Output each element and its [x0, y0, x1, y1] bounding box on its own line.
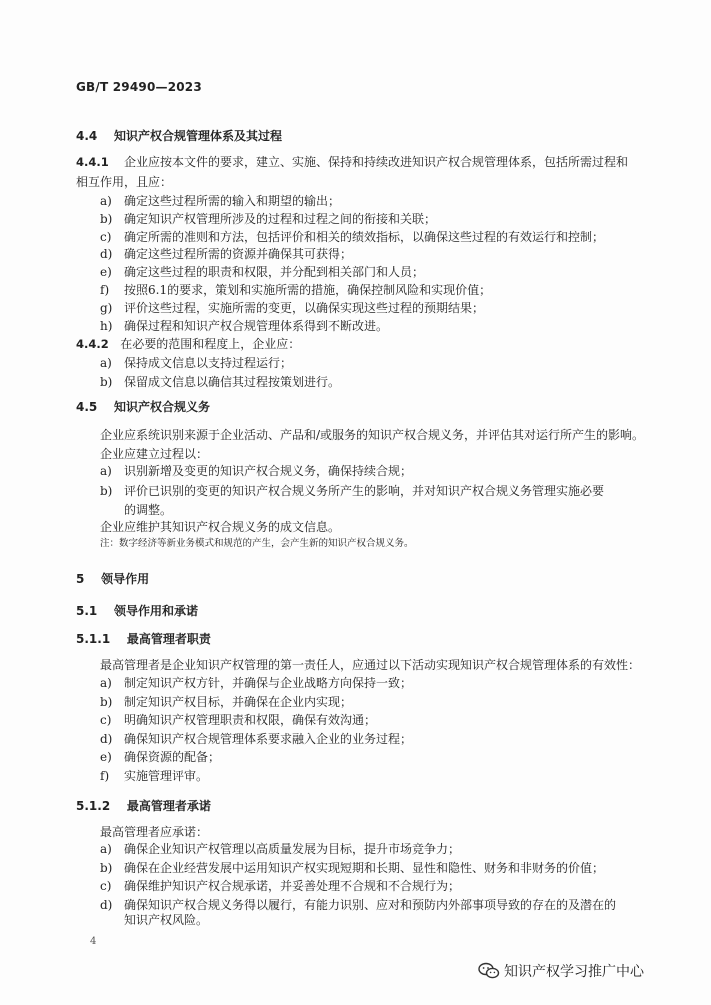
clause-number: 4.4.1 — [76, 155, 109, 169]
list-item-label: a) — [100, 676, 112, 690]
watermark-text: 知识产权学习推广中心 — [504, 964, 644, 980]
list-item-text: 确保知识产权合规管理体系要求融入企业的业务过程； — [124, 731, 413, 746]
paragraph: 最高管理者应承诺： — [100, 825, 209, 839]
section-title: 领导作用和承诺 — [113, 604, 198, 618]
list-item-label: e) — [100, 750, 112, 764]
list-item — [100, 229, 604, 245]
list-item-text: 确定知识产权管理所涉及的过程和过程之间的衔接和关联； — [124, 211, 437, 226]
list-item-label: f) — [100, 768, 110, 783]
section-4-4-heading — [76, 128, 282, 144]
list-item — [100, 246, 352, 262]
list-item-text: 确保资源的配备； — [124, 750, 221, 764]
note: 注：数字经济等新业务模式和规范的产生，会产生新的知识产权合规义务。 — [100, 538, 414, 549]
list-item — [100, 282, 491, 298]
paragraph: 最高管理者是企业知识产权管理的第一责任人，应通过以下活动实现知识产权合规管理体系的有效性： — [100, 658, 641, 672]
list-item — [100, 463, 412, 479]
list-item-label: a) — [100, 842, 112, 856]
section-number: 4.5 — [76, 400, 98, 414]
page-number: 4 — [90, 936, 97, 947]
section-title: 最高管理者承诺 — [126, 799, 211, 813]
clause-text: 企业应按本文件的要求，建立、实施、保持和持续改进知识产权合规管理体系，包括所需过程和 — [124, 155, 629, 169]
list-item-label: d) — [100, 247, 113, 262]
list-item-text: 制定知识产权方针，并确保与企业战略方向保持一致； — [124, 676, 413, 690]
section-title: 最高管理者职责 — [126, 632, 211, 646]
watermark — [478, 956, 703, 986]
list-item — [100, 264, 424, 280]
list-item — [100, 841, 460, 857]
list-item-label: b) — [100, 374, 113, 389]
list-item — [100, 318, 388, 334]
list-item — [100, 193, 340, 209]
list-item-label: g) — [100, 300, 113, 315]
wechat-icon — [478, 962, 500, 980]
section-number: 5.1.1 — [76, 632, 111, 646]
list-item-text: 实施管理评审。 — [124, 768, 209, 783]
list-item-text: 确定这些过程所需的输入和期望的输出； — [124, 194, 341, 208]
list-item-label: a) — [100, 356, 112, 370]
list-item-label: a) — [100, 464, 112, 478]
list-item — [100, 749, 220, 765]
list-item-text: 评价已识别的变更的知识产权合规义务所产生的影响，并对知识产权合规义务管理实施必要 — [124, 484, 605, 498]
paragraph: 企业应维护其知识产权合规义务的成文信息。 — [100, 520, 341, 534]
list-item-label: d) — [100, 897, 113, 912]
list-item-text: 明确知识产权管理职责和权限，确保有效沟通； — [124, 713, 377, 727]
list-item-text: 评价这些过程，实施所需的变更，以确保实现这些过程的预期结果； — [124, 300, 485, 315]
list-item-label: c) — [100, 713, 112, 727]
list-item-text: 确保维护知识产权合规承诺，并妥善处理不合规和不合规行为； — [124, 879, 461, 893]
list-item — [100, 694, 352, 710]
list-item-text: 确保在企业经营发展中运用知识产权实现短期和长期、显性和隐性、财务和非财务的价值； — [124, 860, 605, 875]
list-item — [100, 211, 436, 227]
list-item-text: 按照6.1的要求，策划和实施所需的措施，确保控制风险和实现价值； — [124, 283, 492, 297]
section-number: 5.1 — [76, 604, 98, 618]
list-item-text: 保持成文信息以支持过程运行； — [124, 356, 293, 370]
section-number: 5.1.2 — [76, 799, 111, 813]
standard-number: GB/T 29490—2023 — [76, 80, 202, 94]
paragraph: 企业应系统识别来源于企业活动、产品和/或服务的知识产权合规义务，并评估其对运行所产生的影响。 — [100, 428, 645, 442]
list-item-text: 保留成文信息以确信其过程按策划进行。 — [124, 374, 341, 389]
list-item — [100, 712, 376, 728]
list-item-label: e) — [100, 265, 112, 280]
list-item — [100, 675, 412, 691]
list-item-label: c) — [100, 879, 112, 893]
section-5-1-heading — [76, 603, 198, 619]
list-item — [100, 860, 604, 876]
section-title: 知识产权合规管理体系及其过程 — [113, 129, 282, 143]
list-item — [100, 300, 484, 316]
section-title: 知识产权合规义务 — [113, 400, 210, 414]
list-item — [100, 897, 616, 913]
list-item-label: a) — [100, 194, 112, 208]
clause-number: 4.4.2 — [76, 337, 109, 351]
list-item-label: b) — [100, 211, 113, 226]
list-item-label: f) — [100, 283, 110, 297]
list-item — [100, 374, 340, 390]
list-item-label: c) — [100, 229, 112, 244]
list-item-text: 制定知识产权目标，并确保在企业内实现； — [124, 694, 353, 709]
list-item — [100, 878, 460, 894]
list-item-label: b) — [100, 860, 113, 875]
section-title: 领导作用 — [101, 572, 150, 586]
list-item-label: d) — [100, 731, 113, 746]
clause-text: 在必要的范围和程度上，企业应： — [120, 337, 301, 351]
section-number: 4.4 — [76, 129, 98, 143]
section-5-heading — [76, 571, 149, 587]
list-item — [100, 731, 412, 747]
section-5-1-2-heading — [76, 798, 211, 814]
list-item-text: 确保过程和知识产权合规管理体系得到不断改进。 — [124, 318, 389, 333]
section-4-5-heading — [76, 399, 210, 415]
list-item-label: b) — [100, 484, 113, 498]
list-item-text: 识别新增及变更的知识产权合规义务，确保持续合规； — [124, 464, 413, 478]
list-item-text: 确保企业知识产权管理以高质量发展为目标，提升市场竞争力； — [124, 842, 461, 856]
list-item-text: 确定所需的准则和方法，包括评价和相关的绩效指标，以确保这些过程的有效运行和控制； — [124, 229, 605, 244]
clause-4-4-1-line1 — [76, 154, 628, 170]
list-item — [100, 355, 292, 371]
list-item — [100, 768, 208, 784]
section-5-1-1-heading — [76, 631, 211, 647]
section-number: 5 — [76, 572, 85, 586]
list-item-text: 确定这些过程的职责和权限，并分配到相关部门和人员； — [124, 265, 425, 280]
paragraph: 企业应建立过程以： — [100, 447, 209, 461]
list-item-text: 确保知识产权合规义务得以履行，有能力识别、应对和预防内外部事项导致的存在的及潜在的 — [124, 897, 617, 912]
list-item-label: h) — [100, 318, 113, 333]
list-item-continuation: 的调整。 — [124, 503, 173, 517]
list-item — [100, 483, 604, 499]
list-item-text: 确定这些过程所需的资源并确保其可获得； — [124, 247, 353, 262]
list-item-label: b) — [100, 694, 113, 709]
clause-4-4-1-line2: 相互作用，且应： — [76, 175, 173, 189]
clause-4-4-2 — [76, 336, 300, 352]
list-item-continuation: 知识产权风险。 — [124, 913, 209, 927]
